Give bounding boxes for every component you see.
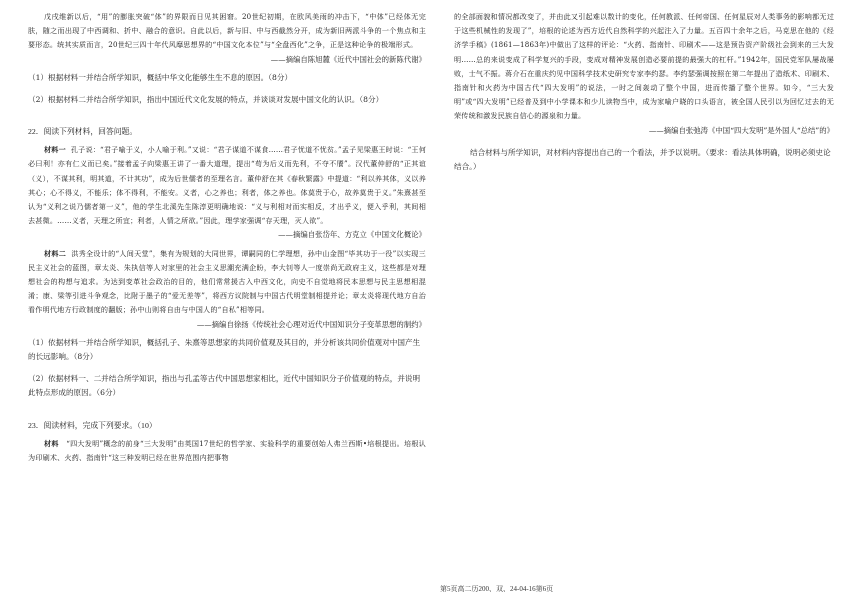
material-1-label: 材料一 xyxy=(44,145,66,155)
question-22-1: （1）依据材料一并结合所学知识，概括孔子、朱熹等思想家的共同价值观及其目的，并分析该共同价值观对中国产生的长远影响。（8分） xyxy=(28,337,421,362)
question-23-material-start xyxy=(28,437,426,465)
question-23-material-label: 材料 xyxy=(44,438,59,448)
intro-material: 戊戌维新以后，“用”的膨胀突破“体”的界限而日见其困窘。20世纪初期，在欧风美雨的冲击下，“中体”已经体无完肤，随之而出现了中西调和、折中、融合的意识。自此以后，新与旧、中与西截然分开，成为新旧两派斗争的一个焦点和主要形态。统其实质而言，20世纪三四十年代风靡思想界的“中国文化本位”与“全盘西化”之争，正是这种论争的极端形式。 xyxy=(28,12,426,50)
question-23-task: 结合材料与所学知识，对材料内容提出自己的一个看法，并予以说明。（要求：看法具体明确，说明必须史论结合。） xyxy=(454,147,831,172)
left-column xyxy=(28,10,426,465)
page-footer: 第5页高二历200、双、24-04-16第6页 xyxy=(440,585,554,593)
question-23-title: 23．阅读材料，完成下列要求。（10） xyxy=(28,420,157,430)
material-2 xyxy=(28,247,426,318)
intro-source: ——摘编自陈旭麓《近代中国社会的新陈代谢》 xyxy=(270,54,426,64)
question-21-1: （1）根据材料一并结合所学知识，概括中华文化能够生生不息的原因。（8分） xyxy=(28,72,293,82)
material-1-source: ——摘编自张岱年、方克立《中国文化概论》 xyxy=(278,230,426,240)
material-1-text: 孔子说：“君子喻于义，小人喻于利。”又说：“君子谋道不谋食……君子忧道不忧贫。”孟子见梁惠王时说：“王何必曰利！亦有仁义而已矣。”接着孟子向梁惠王讲了一番大道理，提出“苟为后义而先利，不夺不餍”。汉代董仲舒的“正其谊（义），不谋其利，明其道，不计其功”，成为后世儒者的至理名言。董仲舒在其《春秋繁露》中提道：“利以养其体，义以养其心；心不得义，不能乐；体不得利，不能安。义者，心之养也；利者，体之养也。体莫贵于心，故养莫贵于义。”朱熹甚至认为“义利之说乃儒者第一义”，他的学生北溪先生陈淳更明确地说：“义与利相对而实相反，才出乎义，便入乎利，其间相去甚微。……义者，天理之所宜；利者，人情之所欲。”因此，理学家强调“存天理，灭人欲”。 xyxy=(28,145,426,226)
question-22-2: （2）依据材料一、二并结合所学知识，指出与孔孟等古代中国思想家相比，近代中国知识分子价值观的特点，并说明此特点形成的原因。（6分） xyxy=(28,374,421,398)
question-23-material-text: “四大发明”概念的前身“三大发明”由英国17世纪的哲学家、实验科学的重要创始人弗兰西斯•培根提出。培根认为印刷术、火药、指南针“这三种发明已经在世界范围内把事物 xyxy=(28,438,426,462)
material-2-source: ——摘编自徐扬《传统社会心理对近代中国知识分子变革思想的制约》 xyxy=(196,319,426,329)
question-22-title: 22．阅读下列材料，回答问题。 xyxy=(28,127,138,137)
material-2-text: 洪秀全设计的“人间天堂”，集有为规划的大同世界，谭嗣同的仁学理想，孙中山金图“毕其功于一役”以实现三民主义社会的蓝图，章太炎、朱执信等人对家里的社会主义思潮充满企盼，李大钊等人一度崇尚无政府主义，这些都是对理想社会的构想与追求。为达到变革社会政治的目的，他们常常援古入中西文化，向史不自觉地将民本思想与民主思想相混淆；康、梁等引进斗争观念，比附于墨子的“爱无差等”，将西方议院制与中国古代明堂制相提并论；章太炎将现代地方自治看作明代地方行政制度的翻版；孙中山则将自由与中国人的“自私”相等同。 xyxy=(28,248,426,315)
question-23-material-continued: 的全部面貌和情况都改变了，并由此又引起难以数计的变化，任何教派、任何帝国、任何星辰对人类事务的影响都无过于这些机械性的发现了”，培根的论述为西方近代自然科学的兴起注入了力量。五百四十余年之后，马克思在他的《经济学手稿》(1861—1863年)中做出了这样的评论：“火药、指南针、印刷术——这是预告资产阶级社会到来的三大发明……总的来说变成了科学复兴的手段，变成对精神发展创造必要前提的最强大的杠杆。”1942年，国民党军队屡战屡败，士气不振。蒋介石在重庆约见中国科学技术史研究专家李约瑟。李约瑟强调按照在第二年提出了造纸术、印刷术、指南针和火药为中国古代“四大发明”的说法，一时之间轰动了整个中国，进而传播了整个世界。如今，“三大发明”或“四大发明”已经普及到中小学课本和少儿读物当中，成为家喻户晓的口头语言，被全国人民引以为回忆过去的无荣传统和激发民族自信心的源泉和力量。 xyxy=(454,12,834,121)
material-2-label: 材料二 xyxy=(44,248,67,258)
question-21-2: （2）根据材料二并结合所学知识，指出中国近代文化发展的特点，并谈谈对发展中国文化的认识。（8分） xyxy=(28,95,384,105)
material-1 xyxy=(28,143,426,228)
question-23-source: ——摘编自张弛涛《中国“四大发明”是外国人“总结”的》 xyxy=(648,125,834,135)
right-column xyxy=(454,10,834,174)
